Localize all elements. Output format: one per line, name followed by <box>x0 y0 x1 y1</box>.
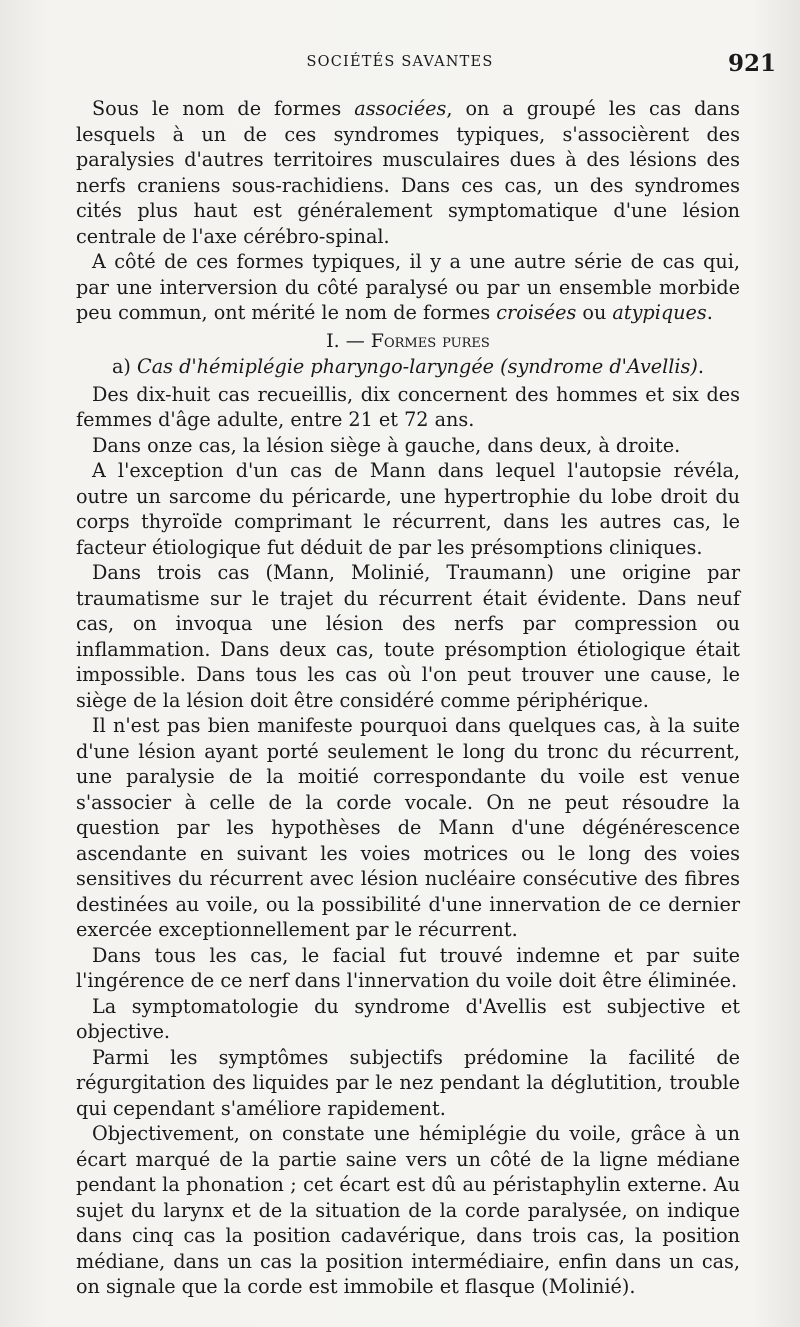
paragraph: Il n'est pas bien manifeste pourquoi dans quelques cas, à la suite d'une lésion ayant porté seulement le long du tronc du récurrent, une paralysie de la moitié correspondante du voile est venue s'associer à celle de la corde vocale. On ne peut résoudre la question par les hypothèses de Mann d'une dégénérescence ascendante en suivant les voies motrices ou le long des voies sensitives du récurrent avec lésion nucléaire consécutive des fibres destinées au voile, ou la possibilité d'une innervation de ce dernier exercée exceptionnellement par le récurrent. <box>76 714 740 941</box>
running-head: SOCIÉTÉS SAVANTES <box>306 54 494 70</box>
body-text <box>76 96 740 1300</box>
section-heading: I. — Formes pures <box>326 329 490 352</box>
subsection-heading: a) Cas d'hémiplégie pharyngo-laryngée (syndrome d'Avellis). <box>111 355 705 378</box>
paragraph: Dans trois cas (Mann, Molinié, Traumann) une origine par traumatisme sur le trajet du récurrent était évidente. Dans neuf cas, on invoqua une lésion des nerfs par compression ou inflammation. Dans deux cas, toute présomption étiologique était impossible. Dans tous les cas où l'on peut trouver une cause, le siège de la lésion doit être considéré comme périphérique. <box>76 561 740 712</box>
paragraph: Dans onze cas, la lésion siège à gauche, dans deux, à droite. <box>92 433 681 457</box>
paragraph: A l'exception d'un cas de Mann dans lequel l'autopsie révéla, outre un sarcome du péricarde, une hypertrophie du lobe droit du corps thyroïde comprimant le récurrent, dans les autres cas, le facteur étiologique fut déduit de par les présomptions cliniques. <box>76 459 740 559</box>
paragraph: La symptomatologie du syndrome d'Avellis est subjective et objective. <box>76 994 740 1043</box>
paragraph: Objectivement, on constate une hémiplégie du voile, grâce à un écart marqué de la partie saine vers un côté de la ligne médiane pendant la phonation ; cet écart est dû au péristaphylin externe. Au sujet du larynx et de la situation de la corde paralysée, on indique dans cinq cas la position cadavérique, dans trois cas, la position médiane, dans un cas la position intermédiaire, enfin dans un cas, on signale que la corde est immobile et flasque (Molinié). <box>76 1122 740 1298</box>
paragraph: Sous le nom de formes associées, on a groupé les cas dans lesquels à un de ces syndromes typiques, s'associèrent des paralysies d'autres territoires musculaires dues à des lésions des nerfs craniens sous-rachidiens. Dans ces cas, un des syndromes cités plus haut est généralement symptomatique d'une lésion centrale de l'axe cérébro-spinal. <box>76 97 740 248</box>
paragraph: A côté de ces formes typiques, il y a une autre série de cas qui, par une interversion du côté paralysé ou par un ensemble morbide peu commun, ont mérité le nom de formes croisées ou atypiques. <box>76 250 740 324</box>
paragraph: Parmi les symptômes subjectifs prédomine la facilité de régurgitation des liquides par le nez pendant la déglutition, trouble qui cependant s'améliore rapidement. <box>76 1045 740 1120</box>
paragraph: Des dix-huit cas recueillis, dix concernent des hommes et six des femmes d'âge adulte, entre 21 et 72 ans. <box>76 382 740 431</box>
paragraph: Dans tous les cas, le facial fut trouvé indemne et par suite l'ingérence de ce nerf dans l'innervation du voile doit être éliminée. <box>76 943 740 992</box>
page-number: 921 <box>727 50 776 77</box>
page-header <box>0 50 800 80</box>
